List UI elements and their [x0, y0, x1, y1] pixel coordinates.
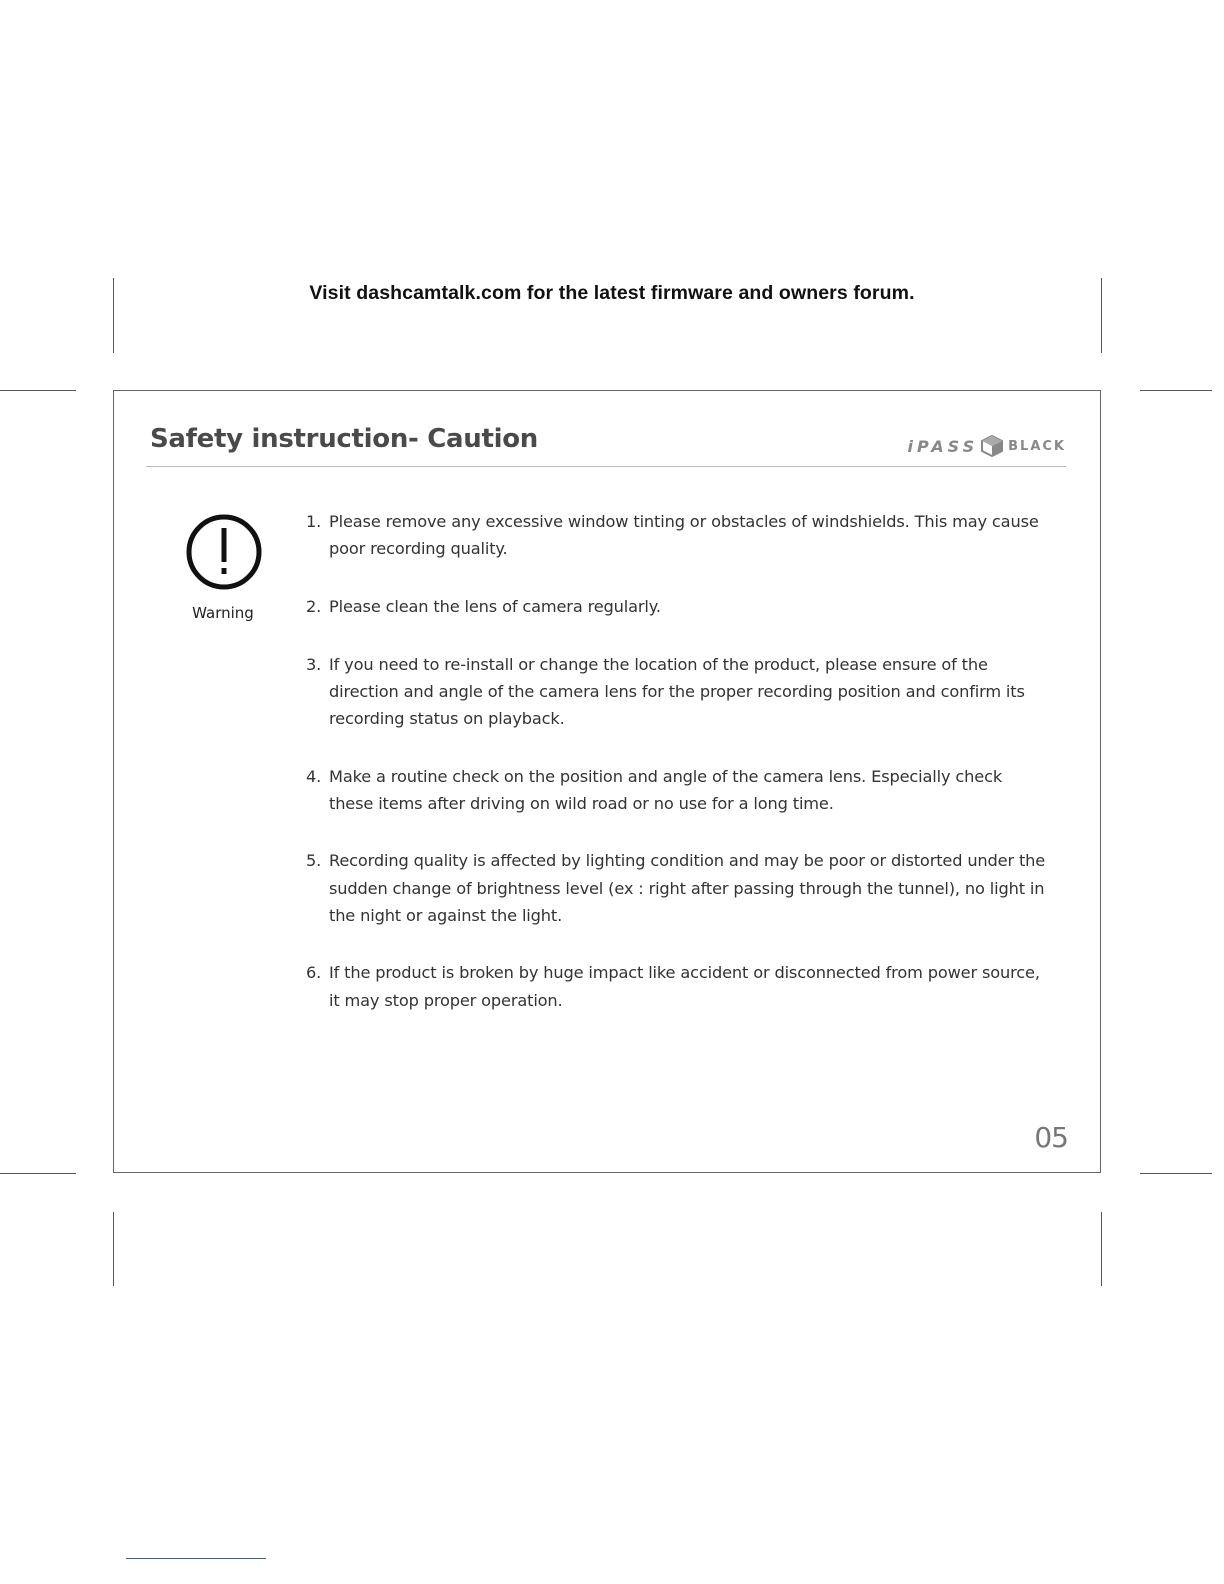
- logo-word-black: BLACK: [1008, 438, 1066, 454]
- crop-mark-right-bottom: [1140, 1173, 1212, 1174]
- logo-word: iPASS: [907, 436, 979, 456]
- crop-mark-right-top: [1140, 390, 1212, 391]
- page-title: Safety instruction- Caution: [150, 424, 539, 454]
- list-item: 1. Please remove any excessive window tinting or obstacles of windshields. This may cause poor recording quality.: [306, 512, 1039, 559]
- crop-mark-bottom-left: [113, 1212, 114, 1286]
- list-item: 3. If you need to re-install or change the location of the product, please ensure of the direction and angle of the camera lens for the proper recording position and confirm its recording status on playback.: [306, 654, 1025, 729]
- page-number: 05: [1034, 1121, 1068, 1154]
- cube-logo-icon: [980, 434, 1004, 458]
- title-divider: [146, 466, 1066, 467]
- list-item: 5. Recording quality is affected by lighting condition and may be poor or distorted under the sudden change of brightness level (ex : right after passing through the tunnel), no light in the night or against the light.: [306, 851, 1046, 925]
- crop-mark-bottom-right: [1101, 1212, 1102, 1286]
- caution-list: [306, 508, 1051, 1014]
- firmware-banner: Visit dashcamtalk.com for the latest firmware and owners forum.: [309, 282, 915, 304]
- crop-mark-left-top: [0, 390, 76, 391]
- list-item: 6. If the product is broken by huge impact like accident or disconnected from power source, it may stop proper operation.: [306, 963, 1040, 1010]
- list-item: 4. Make a routine check on the position and angle of the camera lens. Especially check these items after driving on wild road or no use for a long time.: [306, 766, 1003, 814]
- brand-logo: [908, 433, 1066, 459]
- list-item: 2. Please clean the lens of camera regularly.: [306, 596, 661, 616]
- bottom-underline-link[interactable]: [126, 1558, 266, 1559]
- warning-label: Warning: [192, 604, 254, 622]
- exclamation-circle-icon: [185, 513, 263, 591]
- crop-mark-left-bottom: [0, 1173, 76, 1174]
